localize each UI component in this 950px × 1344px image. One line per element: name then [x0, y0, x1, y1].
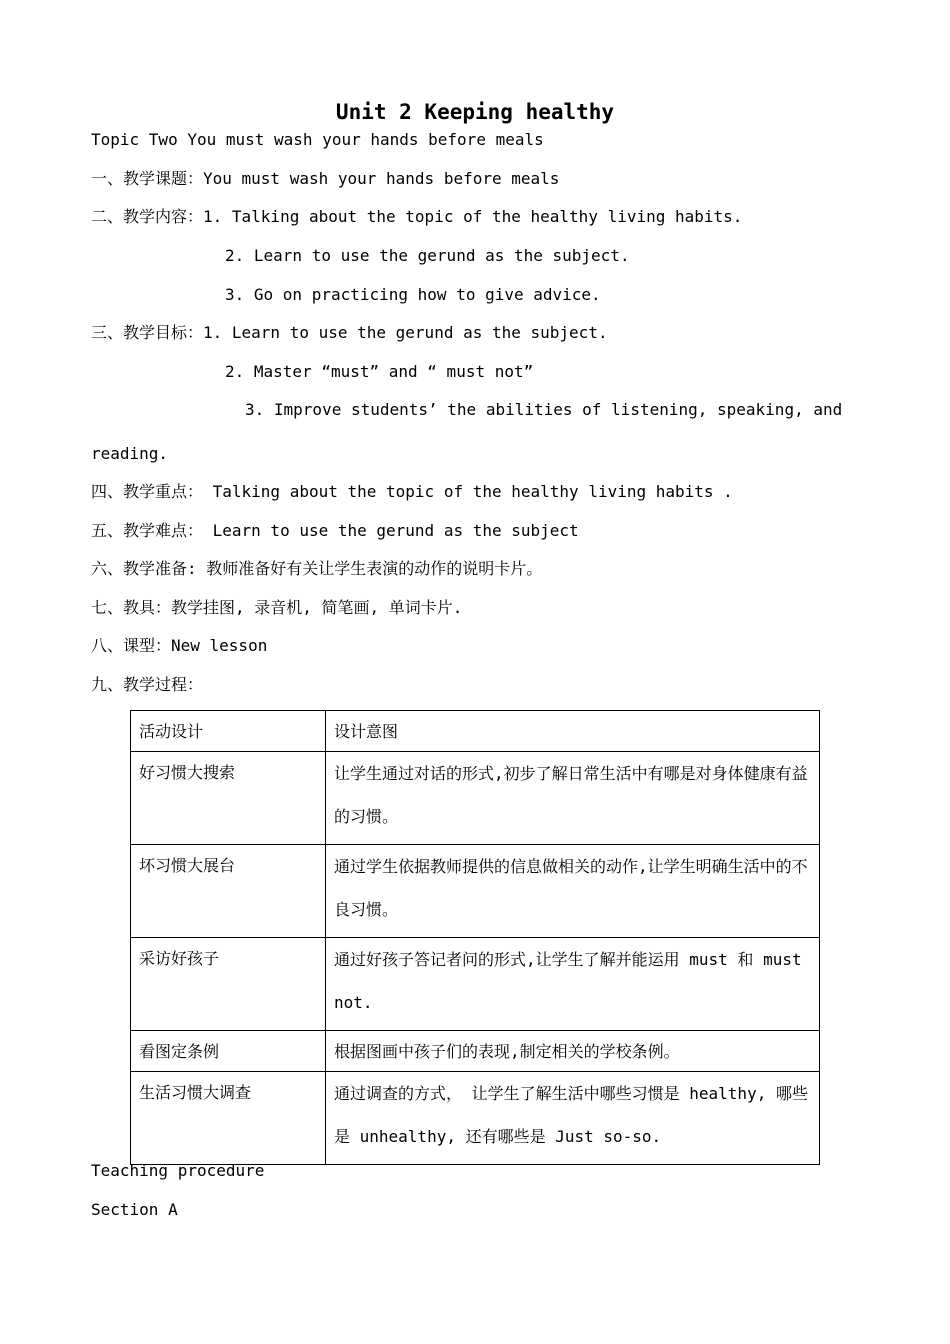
table-header-row: [131, 711, 820, 752]
goal-line-3: 3. Improve students’ the abilities of listening, speaking, and: [245, 400, 843, 419]
header-intent: 设计意图: [326, 711, 820, 752]
header-activity: 活动设计: [131, 711, 326, 752]
aids-line: 七、教具：教学挂图, 录音机, 简笔画, 单词卡片.: [91, 598, 463, 617]
topic-line: Topic Two You must wash your hands before meals: [91, 130, 544, 149]
course-title-line: 一、教学课题：You must wash your hands before meals: [91, 169, 560, 188]
table-row: [131, 752, 820, 845]
intent-cell: [326, 1072, 820, 1165]
preparation-line: 六、教学准备: 教师准备好有关让学生表演的动作的说明卡片。: [91, 559, 543, 578]
difficulty-line: 五、教学难点： Learn to use the gerund as the subject: [91, 521, 579, 540]
teaching-process-table: [130, 710, 820, 1165]
table-row: [131, 938, 820, 1031]
content-line-1: 二、教学内容：1. Talking about the topic of the healthy living habits.: [91, 207, 743, 226]
intent-cell: [326, 845, 820, 938]
intent-text: 通过调查的方式， 让学生了解生活中哪些习惯是 healthy, 哪些是 unhealthy, 还有哪些是 Just so-so.: [334, 1084, 808, 1146]
activity-cell: 采访好孩子: [131, 938, 326, 1031]
intent-text: 通过学生依据教师提供的信息做相关的动作,让学生明确生活中的不良习惯。: [334, 857, 808, 919]
intent-text: 根据图画中孩子们的表现,制定相关的学校条例。: [334, 1042, 680, 1061]
table-row: [131, 845, 820, 938]
intent-cell: [326, 1031, 820, 1072]
table-row: [131, 1072, 820, 1165]
intent-cell: [326, 938, 820, 1031]
process-line: 九、教学过程：: [91, 675, 204, 694]
table-row: [131, 1031, 820, 1072]
activity-cell: 好习惯大搜索: [131, 752, 326, 845]
activity-cell: 看图定条例: [131, 1031, 326, 1072]
key-point-line: 四、教学重点： Talking about the topic of the healthy living habits .: [91, 482, 733, 501]
intent-cell: [326, 752, 820, 845]
goal-line-1: 三、教学目标：1. Learn to use the gerund as the subject.: [91, 323, 608, 342]
activity-cell: 坏习惯大展台: [131, 845, 326, 938]
intent-text: 通过好孩子答记者问的形式,让学生了解并能运用 must 和 must not.: [334, 950, 802, 1012]
goal-line-2: 2. Master “must” and “ must not”: [225, 362, 534, 381]
content-line-2: 2. Learn to use the gerund as the subject.: [225, 246, 630, 265]
intent-text: 让学生通过对话的形式,初步了解日常生活中有哪是对身体健康有益的习惯。: [334, 764, 808, 826]
goal-line-3-cont: reading.: [91, 444, 169, 463]
content-line-3: 3. Go on practicing how to give advice.: [225, 285, 601, 304]
lesson-type-line: 八、课型：New lesson: [91, 636, 268, 655]
activity-cell: 生活习惯大调查: [131, 1072, 326, 1165]
procedure-heading: Teaching procedure: [91, 1161, 265, 1180]
section-heading: Section A: [91, 1200, 178, 1219]
document-title: Unit 2 Keeping healthy: [335, 100, 615, 124]
